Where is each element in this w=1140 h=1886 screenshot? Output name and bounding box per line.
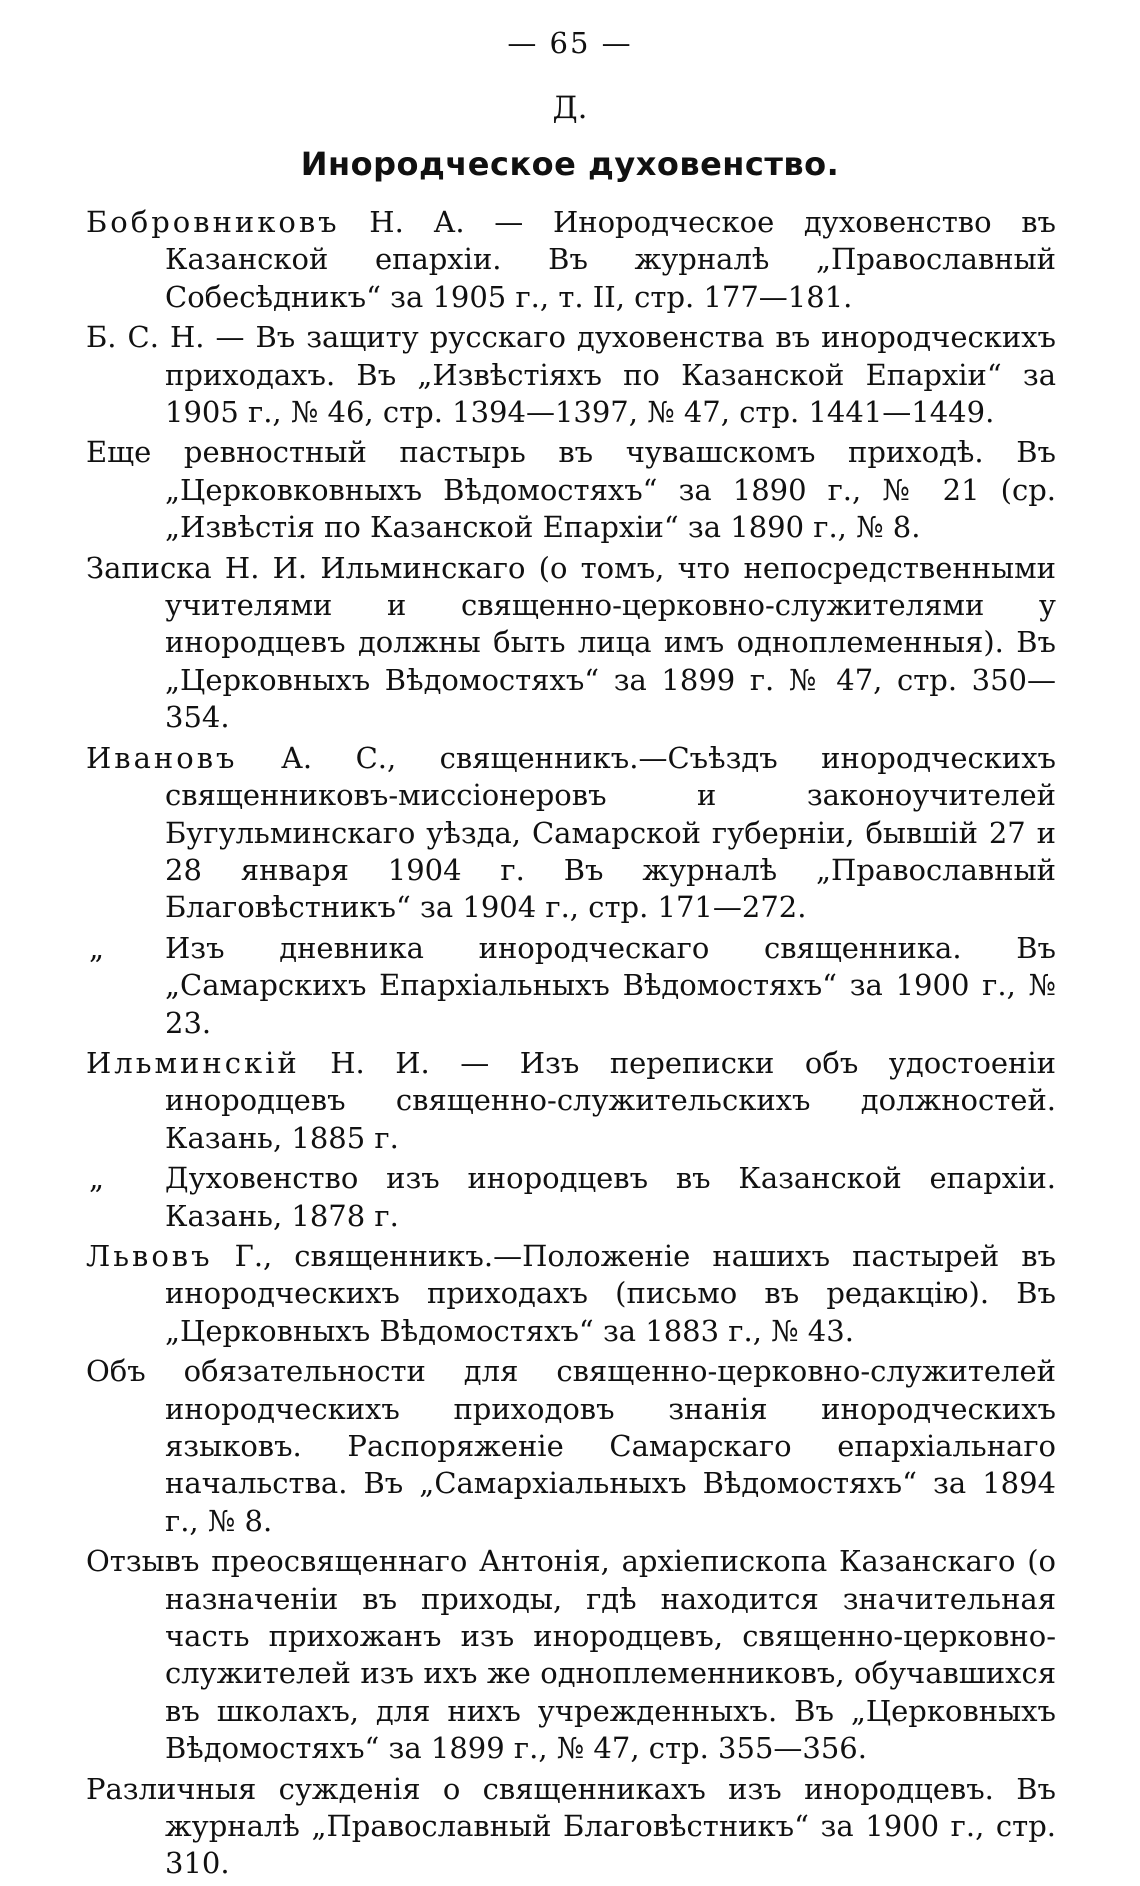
ditto-mark: „ (89, 1161, 105, 1196)
entry-text: Отзывъ преосвященнаго Антонія, архіепископа Казанскаго (о назначеніи въ приходы, гдѣ находится значительная часть прихожанъ изъ инородцевъ, священно-церковно-служителей изъ ихъ же одноплеменниковъ, обучавшихся въ школахъ, для нихъ учрежденныхъ. Въ „Церковныхъ Вѣдомостяхъ“ за 1899 г., № 47, стр. 355—356. (86, 1544, 1056, 1766)
entry-author: Ильминскій (86, 1045, 300, 1080)
entry-author: Ивановъ (86, 740, 238, 775)
entry-text: Г., священникъ.—Положеніе нашихъ пастырей въ инородческихъ приходахъ (письмо въ редакцію). Въ „Церковныхъ Вѣдомостяхъ“ за 1883 г., № 43. (165, 1238, 1056, 1348)
entry-author: Бобровниковъ (86, 205, 340, 239)
entry-author: Львовъ (86, 1238, 213, 1273)
bibliography-entry (86, 204, 1056, 316)
section-title: Инородческое духовенство. (300, 145, 840, 183)
bibliography-entry (86, 930, 1056, 1042)
bibliography-entry (86, 434, 1056, 546)
entry-text: Н. И. — Изъ переписки объ удостоеніи инородцевъ священно-служительскихъ должностей. Казань, 1885 г. (165, 1045, 1056, 1155)
ditto-mark: „ (89, 930, 105, 965)
entry-text: Объ обязательности для священно-церковно-служителей инородческихъ приходовъ знанія инородческихъ языковъ. Распоряженіе Самарскаго епархіальнаго начальства. Въ „Самархіальныхъ Вѣдомостяхъ“ за 1894 г., № 8. (86, 1354, 1056, 1538)
entry-text: Записка Н. И. Ильминскаго (о томъ, что непосредственными учителями и священно-церковно-служителями у инородцевъ должны быть лица имъ одноплеменныя). Въ „Церковныхъ Вѣдомостяхъ“ за 1899 г. № 47, стр. 350—354. (86, 550, 1056, 735)
bibliography-entry (86, 740, 1056, 927)
bibliography-entry (86, 1543, 1056, 1767)
entry-text: Б. С. Н. — Въ защиту русскаго духовенства въ инородческихъ приходахъ. Въ „Извѣстіяхъ по Казанской Епархіи“ за 1905 г., № 46, стр. 1394—1397, № 47, стр. 1441—1449. (86, 320, 1056, 430)
bibliography-entry (86, 1353, 1056, 1540)
entry-text: Еще ревностный пастырь въ чувашскомъ приходѣ. Въ „Церковковныхъ Вѣдомостяхъ“ за 1890 г., № 21 (ср. „Извѣстія по Казанской Епархіи“ за 1890 г., № 8. (86, 435, 1056, 545)
entry-text: Духовенство изъ инородцевъ въ Казанской епархіи. Казань, 1878 г. (165, 1161, 1056, 1233)
entry-text: Изъ дневника инородческаго священника. Въ „Самарскихъ Епархіальныхъ Вѣдомостяхъ“ за 1900 г., № 23. (165, 930, 1056, 1040)
bibliography-entry (86, 550, 1056, 737)
section-letter: Д. (552, 90, 588, 126)
entry-text: Различныя сужденія о священникахъ изъ инородцевъ. Въ журналѣ „Православный Благовѣстникъ“ за 1900 г., стр. 310. (86, 1771, 1056, 1881)
bibliography-entry (86, 1771, 1056, 1883)
bibliography-list (86, 204, 1056, 1886)
bibliography-entry (86, 1160, 1056, 1235)
entry-text: Н. А. — Инородческое духовенство въ Казанской епархіи. Въ журналѣ „Православный Собесѣдникъ“ за 1905 г., т. II, стр. 177—181. (165, 205, 1056, 314)
bibliography-entry (86, 1238, 1056, 1350)
bibliography-entry (86, 1045, 1056, 1157)
page-number: — 65 — (507, 26, 633, 60)
bibliography-entry (86, 319, 1056, 431)
entry-text: А. С., священникъ.—Съѣздъ инородческихъ священниковъ-миссіонеровъ и законоучителей Бугульминскаго уѣзда, Самарской губерніи, бывшій 27 и 28 января 1904 г. Въ журналѣ „Православный Благовѣстникъ“ за 1904 г., стр. 171—272. (165, 740, 1056, 925)
